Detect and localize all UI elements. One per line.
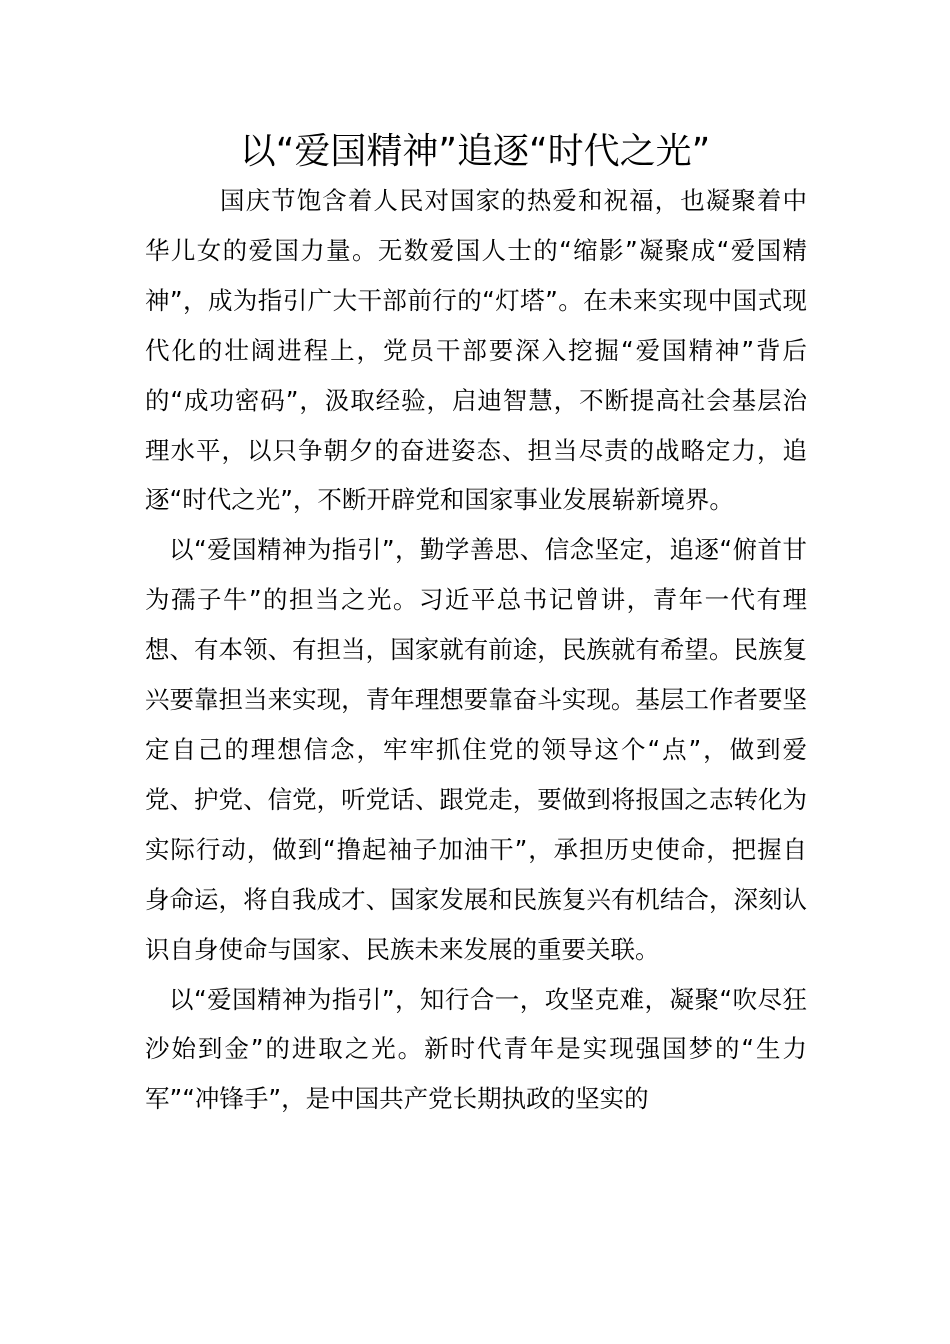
paragraph-responsibility: 以“爱国精神为指引”，勤学善思、信念坚定，追逐“俯首甘为孺子牛”的担当之光。习近平总书记曾讲，青年一代有理想、有本领、有担当，国家就有前途，民族就有希望。民族复兴要靠担当来实现，青年理想要靠奋斗实现。基层工作者要坚定自己的理想信念，牢牢抓住党的领导这个“点”，做到爱党、护党、信党，听党话、跟党走，要做到将报国之志转化为实际行动，做到“撸起袖子加油干”，承担历史使命，把握自身命运，将自我成才、国家发展和民族复兴有机结合，深刻认识自身使命与国家、民族未来发展的重要关联。 [145, 535, 807, 964]
document-body [145, 176, 807, 1124]
paragraph-intro: 国庆节饱含着人民对国家的热爱和祝福，也凝聚着中华儿女的爱国力量。无数爱国人士的“缩影”凝聚成“爱国精神”，成为指引广大干部前行的“灯塔”。在未来实现中国式现代化的壮阔进程上，党员干部要深入挖掘“爱国精神”背后的“成功密码”，汲取经验，启迪智慧，不断提高社会基层治理水平，以只争朝夕的奋进姿态、担当尽责的战略定力，追逐“时代之光”，不断开辟党和国家事业发展崭新境界。 [145, 186, 807, 515]
document-title: 以“爱国精神”追逐“时代之光” [239, 131, 711, 172]
paragraph-progress: 以“爱国精神为指引”，知行合一，攻坚克难，凝聚“吹尽狂沙始到金”的进取之光。新时代青年是实现强国梦的“生力军”“冲锋手”，是中国共产党长期执政的坚实的 [145, 984, 807, 1114]
